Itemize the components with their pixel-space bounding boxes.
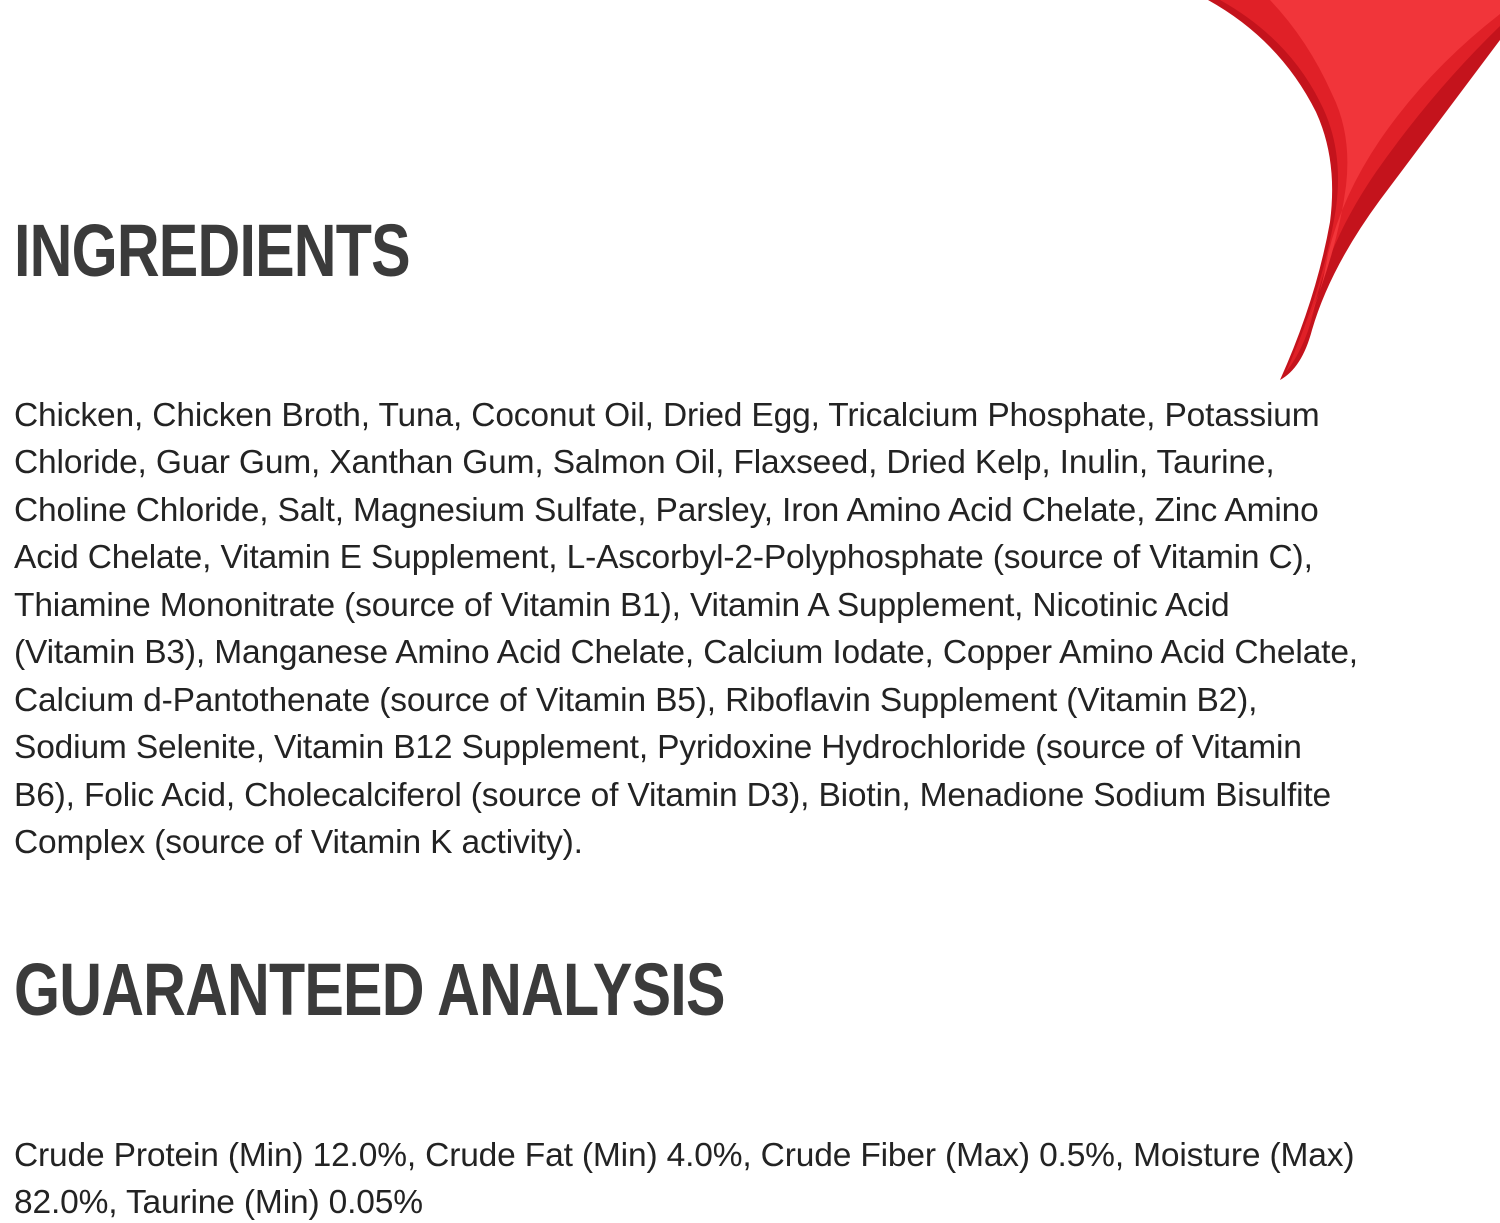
guaranteed-analysis-heading-wrap bbox=[14, 948, 902, 1031]
ingredients-text: Chicken, Chicken Broth, Tuna, Coconut Oil, Dried Egg, Tricalcium Phosphate, Potassium Chloride, Guar Gum, Xanthan Gum, Salmon Oil, Flaxseed, Dried Kelp, Inulin, Taurine, Choline Chloride, Salt, Magnesium Sulfate, Parsley, Iron Amino Acid Chelate, Zinc Amino Acid Chelate, Vitamin E Supplement, L-Ascorbyl-2-Polyphosphate (source of Vitamin C), Thiamine Mononitrate (source of Vitamin B1), Vitamin A Supplement, Nicotinic Acid (Vitamin B3), Manganese Amino Acid Chelate, Calcium Iodate, Copper Amino Acid Chelate, Calcium d-Pantothenate (source of Vitamin B5), Riboflavin Supplement (Vitamin B2), Sodium Selenite, Vitamin B12 Supplement, Pyridoxine Hydrochloride (source of Vitamin B6), Folic Acid, Cholecalciferol (source of Vitamin D3), Biotin, Menadione Sodium Bisulfite Complex (source of Vitamin K activity). bbox=[14, 396, 1358, 861]
guaranteed-analysis-text: Crude Protein (Min) 12.0%, Crude Fat (Min) 4.0%, Crude Fiber (Max) 0.5%, Moisture (Max) 82.0%, Taurine (Min) 0.05% bbox=[14, 1136, 1355, 1221]
guaranteed-analysis-heading: GUARANTEED ANALYSIS bbox=[14, 948, 725, 1031]
red-swoosh-icon bbox=[1080, 0, 1500, 380]
ingredients-heading: INGREDIENTS bbox=[14, 209, 410, 292]
ingredients-heading-wrap bbox=[14, 209, 509, 292]
